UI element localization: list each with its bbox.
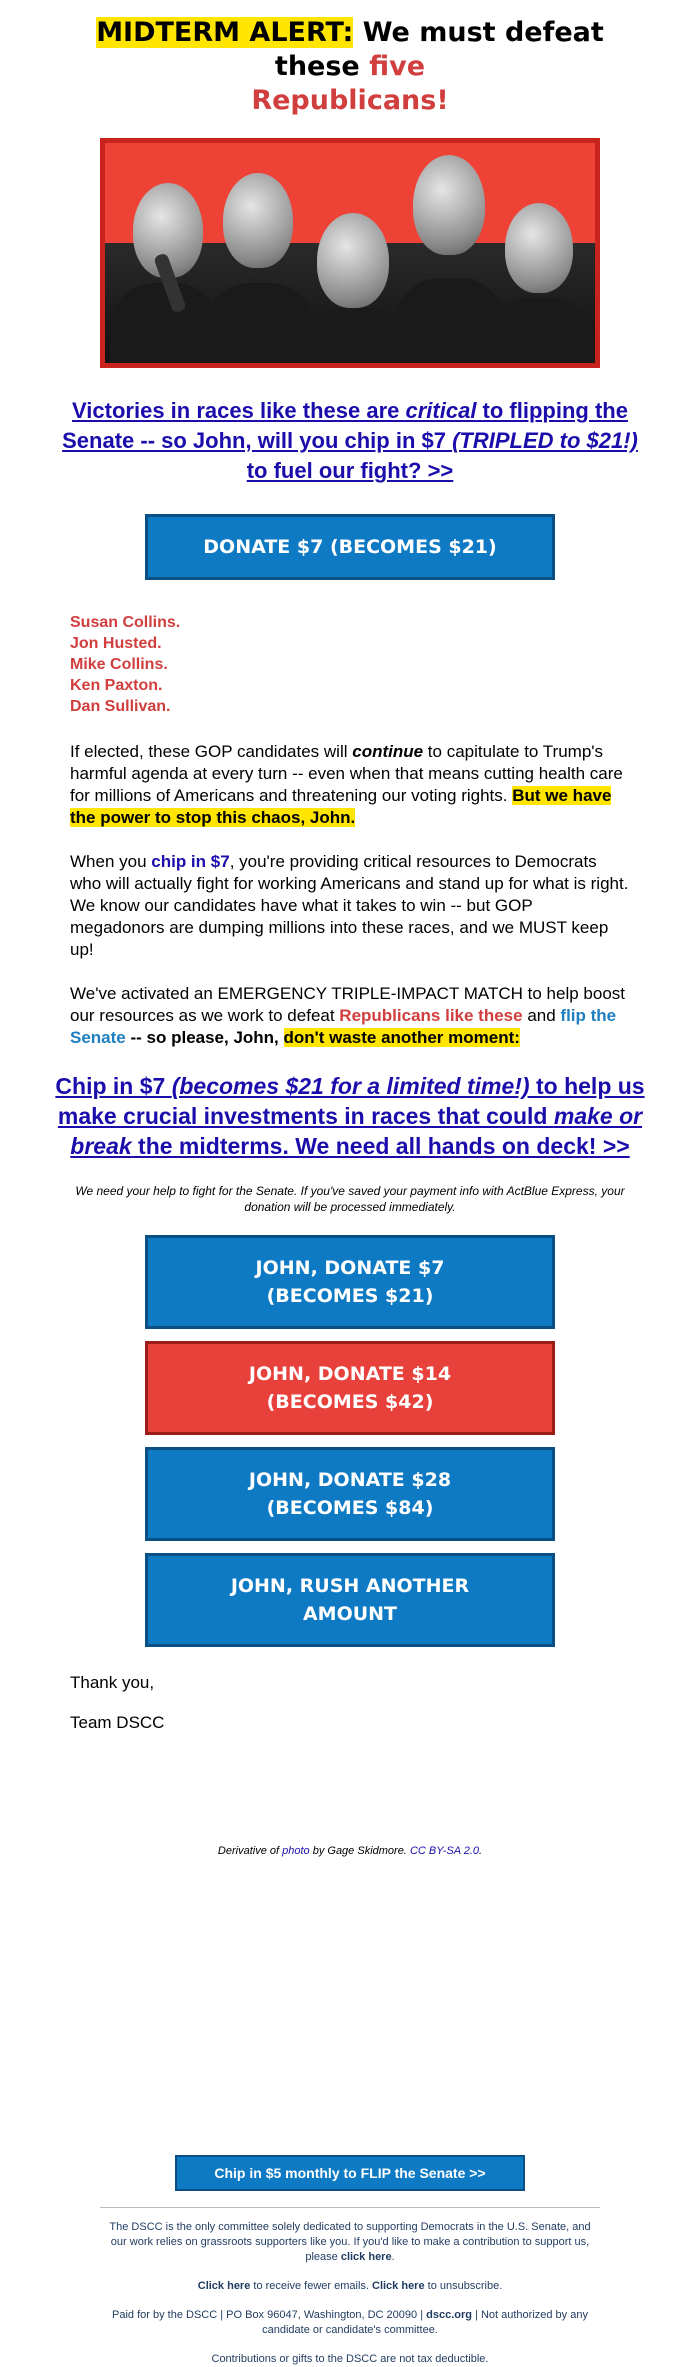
cta1-text-b: to flipping the Senate -- so John, will you chip in $7 — [62, 398, 628, 453]
name-item: Susan Collins. — [70, 614, 181, 631]
email-body — [50, 16, 650, 2367]
button-line: JOHN, DONATE $7 — [255, 1257, 445, 1279]
p3-republicans: Republicans like these — [339, 1006, 523, 1025]
donate-14-john-button[interactable] — [145, 1341, 555, 1435]
credit-text-c: . — [479, 1845, 483, 1857]
p1-continue: continue — [352, 742, 424, 761]
candidate-4-face — [413, 155, 485, 255]
button-line: AMOUNT — [302, 1603, 398, 1625]
footer-tax: Contributions or gifts to the DSCC are not tax deductible. — [211, 2353, 489, 2365]
photo-link[interactable]: photo — [282, 1845, 310, 1857]
footer-about-text: The DSCC is the only committee solely dedicated to supporting Democrats in the U.S. Senate, and our work relies on grassroots supporters like you. If you'd like to make a contribution to support us, please — [109, 2221, 591, 2263]
fewer-emails-text: to receive fewer emails. — [250, 2280, 372, 2292]
hero-image[interactable] — [100, 138, 600, 368]
p2-text-a: When you — [70, 852, 152, 871]
cta1-tripled: (TRIPLED to $21!) — [452, 428, 638, 453]
candidate-2-face — [223, 173, 293, 268]
candidate-names — [50, 612, 650, 717]
credit-text-a: Derivative of — [217, 1845, 283, 1857]
donate-28-john-button[interactable] — [145, 1447, 555, 1541]
candidate-5-body — [485, 298, 595, 368]
license-link[interactable]: CC BY-SA 2.0 — [409, 1845, 480, 1857]
candidate-3-face — [317, 213, 389, 308]
name-item: Dan Sullivan. — [70, 698, 171, 715]
headline-five: five — [369, 51, 426, 82]
rush-another-amount-button[interactable] — [145, 1553, 555, 1647]
button-line: JOHN, RUSH ANOTHER — [230, 1575, 470, 1597]
chip-in-link[interactable]: chip in $7 — [151, 852, 230, 871]
credit-text-b: by Gage Skidmore. — [309, 1845, 410, 1857]
cta1-critical: critical — [405, 398, 477, 423]
cta-link-top[interactable] — [50, 396, 650, 486]
footer-email-prefs — [50, 2279, 650, 2294]
dscc-site-link[interactable]: dscc.org — [426, 2309, 472, 2321]
paid-for-text-2: | Not authorized by any candidate or candidate's committee. — [262, 2309, 588, 2336]
name-item: Jon Husted. — [70, 635, 162, 652]
fewer-emails-link[interactable]: Click here — [197, 2280, 251, 2292]
actblue-note: We need your help to fight for the Senate. If you've saved your payment info with ActBlue Express, your donation will be processed immediately. — [75, 1184, 625, 1214]
button-line: JOHN, DONATE $28 — [248, 1469, 452, 1491]
cta1-text-a: Victories in races like these are — [72, 398, 406, 423]
p1-text-a: If elected, these GOP candidates will — [70, 742, 353, 761]
name-item: Ken Paxton. — [70, 677, 163, 694]
p3-text-a: We've activated an EMERGENCY TRIPLE-IMPACT MATCH to help boost our resources as we work to defeat — [70, 984, 625, 1025]
button-line: JOHN, DONATE $14 — [248, 1363, 452, 1385]
donate-7-button[interactable]: DONATE $7 (BECOMES $21) — [145, 514, 555, 580]
photo-credit — [50, 1845, 650, 1857]
button-line: (BECOMES $84) — [266, 1497, 434, 1519]
p2-text-b: , you're providing critical resources to Democrats who will actually fight for working Americans and stand up for what is right. We know our candidates have what it takes to win -- but GOP megadonors are dumping millions into these races, and we MUST keep up! — [70, 852, 629, 959]
headline-alert: MIDTERM ALERT: — [96, 17, 354, 48]
paid-for-text: Paid for by the DSCC | PO Box 96047, Washington, DC 20090 | — [112, 2309, 427, 2321]
footer-dot: . — [391, 2251, 395, 2263]
unsubscribe-text: to unsubscribe. — [424, 2280, 503, 2292]
button-line: (BECOMES $42) — [266, 1391, 434, 1413]
footer-divider — [100, 2207, 600, 2208]
candidate-3-body — [300, 308, 410, 368]
p3-flip-senate: flip the Senate — [70, 1006, 617, 1047]
p3-text-b: -- so please, John, — [125, 1028, 284, 1047]
footer-paid-for — [50, 2308, 650, 2338]
candidate-1-body — [110, 283, 220, 368]
p3-and: and — [522, 1006, 561, 1025]
p3-highlight: don't waste another moment: — [283, 1028, 520, 1047]
p1-highlight: But we have the power to stop this chaos, John. — [70, 786, 612, 827]
p1-text-b: to capitulate to Trump's harmful agenda at every turn -- even when that means cutting health care for millions of Americans and threatening our voting rights. — [70, 742, 623, 805]
donate-7-john-button[interactable] — [145, 1235, 555, 1329]
signature: Team DSCC — [70, 1713, 165, 1732]
button-line: (BECOMES $21) — [266, 1285, 434, 1307]
headline — [50, 16, 650, 118]
name-item: Mike Collins. — [70, 656, 168, 673]
cta1-text-c: to fuel our fight? >> — [246, 458, 454, 483]
paragraph-1 — [50, 741, 650, 829]
cta2-italic2: make or break — [70, 1103, 643, 1159]
cta2-text-c: the midterms. We need all hands on deck! >> — [131, 1133, 630, 1159]
paragraph-3 — [50, 983, 650, 1049]
monthly-donate-button[interactable]: Chip in $5 monthly to FLIP the Senate >> — [175, 2155, 525, 2191]
cta2-text-a: Chip in $7 — [55, 1073, 172, 1099]
headline-middle: We must defeat these — [274, 17, 604, 82]
cta2-text-b: to help us make crucial investments in races that could — [57, 1073, 645, 1129]
contribute-link[interactable]: click here — [340, 2251, 392, 2263]
headline-rest: Republicans! — [251, 85, 449, 116]
thank-you: Thank you, — [70, 1673, 155, 1692]
paragraph-2 — [50, 851, 650, 961]
candidate-5-face — [505, 203, 573, 293]
footer-about — [50, 2220, 650, 2265]
cta-link-bottom[interactable] — [50, 1071, 650, 1161]
candidate-2-body — [205, 283, 315, 368]
cta2-italic: (becomes $21 for a limited time!) — [171, 1073, 530, 1099]
unsubscribe-link[interactable]: Click here — [372, 2280, 425, 2292]
